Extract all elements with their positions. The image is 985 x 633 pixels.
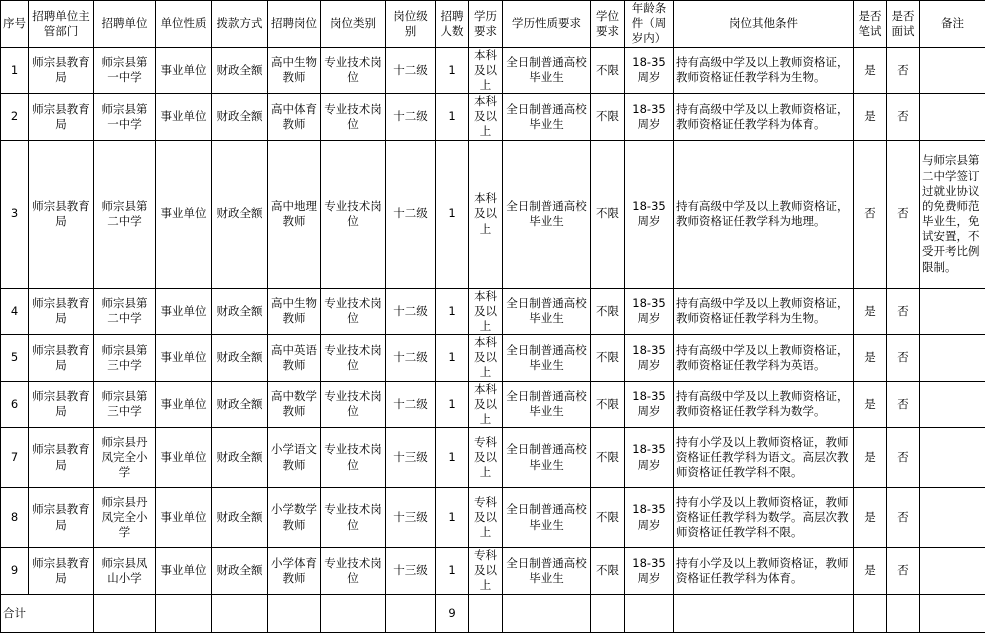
cell-post: 高中地理教师 [268,140,321,288]
cell-remark [920,288,985,335]
cell-degree: 不限 [591,140,625,288]
cell-level: 十二级 [386,140,436,288]
cell-edu: 本科及以上 [469,381,503,428]
cell-written: 否 [854,140,887,288]
cell-unit: 师宗县第二中学 [94,140,156,288]
cell-dept: 师宗县教育局 [29,47,94,94]
empty-cell [503,594,591,632]
cell-count: 1 [436,47,469,94]
cell-nature: 事业单位 [156,288,212,335]
empty-cell [212,594,268,632]
empty-cell [887,594,920,632]
cell-other: 持有高级中学及以上教师资格证，教师资格证任教学科为生物。 [674,288,854,335]
cell-fund: 财政全额 [212,47,268,94]
cell-edu: 本科及以上 [469,47,503,94]
cell-level: 十三级 [386,488,436,548]
col-header-dept: 招聘单位主管部门 [29,1,94,48]
cell-dept: 师宗县教育局 [29,488,94,548]
cell-nature: 事业单位 [156,94,212,141]
cell-no: 8 [1,488,29,548]
cell-edu: 本科及以上 [469,140,503,288]
cell-degree: 不限 [591,47,625,94]
cell-written: 是 [854,381,887,428]
cell-fund: 财政全额 [212,94,268,141]
cell-nature: 事业单位 [156,140,212,288]
cell-fund: 财政全额 [212,428,268,488]
cell-interview: 否 [887,94,920,141]
cell-other: 持有高级中学及以上教师资格证，教师资格证任教学科为体育。 [674,94,854,141]
cell-no: 4 [1,288,29,335]
col-header-edu-type: 学历性质要求 [503,1,591,48]
cell-other: 持有小学及以上教师资格证，教师资格证任教学科为语文。高层次教师资格证任教学科不限。 [674,428,854,488]
cell-category: 专业技术岗位 [321,335,386,382]
cell-edu: 专科及以上 [469,488,503,548]
cell-level: 十二级 [386,335,436,382]
cell-other: 持有小学及以上教师资格证，教师资格证任教学科为数学。高层次教师资格证任教学科不限。 [674,488,854,548]
cell-age: 18-35周岁 [625,288,674,335]
cell-dept: 师宗县教育局 [29,94,94,141]
empty-cell [321,594,386,632]
table-row [1,548,985,595]
cell-post: 小学体育教师 [268,548,321,595]
cell-post: 小学数学教师 [268,488,321,548]
cell-edu: 专科及以上 [469,428,503,488]
cell-level: 十二级 [386,288,436,335]
cell-edu-type: 全日制普通高校毕业生 [503,548,591,595]
cell-nature: 事业单位 [156,428,212,488]
cell-dept: 师宗县教育局 [29,381,94,428]
cell-fund: 财政全额 [212,140,268,288]
cell-nature: 事业单位 [156,47,212,94]
cell-nature: 事业单位 [156,548,212,595]
cell-age: 18-35周岁 [625,428,674,488]
cell-remark [920,381,985,428]
cell-level: 十二级 [386,47,436,94]
cell-edu: 专科及以上 [469,548,503,595]
col-header-written: 是否笔试 [854,1,887,48]
cell-category: 专业技术岗位 [321,47,386,94]
cell-fund: 财政全额 [212,488,268,548]
cell-level: 十三级 [386,548,436,595]
table-row [1,335,985,382]
cell-category: 专业技术岗位 [321,94,386,141]
cell-degree: 不限 [591,488,625,548]
cell-post: 高中数学教师 [268,381,321,428]
cell-unit: 师宗县第一中学 [94,94,156,141]
cell-edu-type: 全日制普通高校毕业生 [503,140,591,288]
cell-age: 18-35周岁 [625,488,674,548]
cell-other: 持有高级中学及以上教师资格证，教师资格证任教学科为英语。 [674,335,854,382]
cell-remark [920,488,985,548]
cell-interview: 否 [887,288,920,335]
cell-fund: 财政全额 [212,381,268,428]
empty-cell [268,594,321,632]
cell-category: 专业技术岗位 [321,428,386,488]
cell-interview: 否 [887,548,920,595]
cell-category: 专业技术岗位 [321,548,386,595]
cell-other: 持有小学及以上教师资格证，教师资格证任教学科为体育。 [674,548,854,595]
empty-cell [386,594,436,632]
cell-unit: 师宗县第二中学 [94,288,156,335]
cell-fund: 财政全额 [212,288,268,335]
cell-remark [920,548,985,595]
cell-remark [920,94,985,141]
col-header-nature: 单位性质 [156,1,212,48]
cell-no: 7 [1,428,29,488]
cell-post: 高中英语教师 [268,335,321,382]
cell-remark [920,428,985,488]
cell-no: 5 [1,335,29,382]
cell-edu-type: 全日制普通高校毕业生 [503,488,591,548]
cell-count: 1 [436,488,469,548]
table-row [1,428,985,488]
col-header-age: 年龄条件（周岁内） [625,1,674,48]
cell-degree: 不限 [591,335,625,382]
col-header-fund: 拨款方式 [212,1,268,48]
cell-edu-type: 全日制普通高校毕业生 [503,288,591,335]
cell-edu-type: 全日制普通高校毕业生 [503,94,591,141]
table-row [1,488,985,548]
cell-edu-type: 全日制普通高校毕业生 [503,428,591,488]
cell-age: 18-35周岁 [625,381,674,428]
empty-cell [156,594,212,632]
cell-post: 高中生物教师 [268,288,321,335]
cell-written: 是 [854,288,887,335]
cell-fund: 财政全额 [212,548,268,595]
cell-dept: 师宗县教育局 [29,548,94,595]
cell-interview: 否 [887,335,920,382]
cell-dept: 师宗县教育局 [29,288,94,335]
cell-count: 1 [436,335,469,382]
cell-category: 专业技术岗位 [321,488,386,548]
empty-cell [625,594,674,632]
col-header-degree: 学位要求 [591,1,625,48]
cell-nature: 事业单位 [156,381,212,428]
table-row [1,381,985,428]
empty-cell [94,594,156,632]
cell-nature: 事业单位 [156,488,212,548]
cell-count: 1 [436,548,469,595]
cell-degree: 不限 [591,381,625,428]
cell-written: 是 [854,47,887,94]
cell-age: 18-35周岁 [625,548,674,595]
cell-written: 是 [854,94,887,141]
cell-level: 十二级 [386,381,436,428]
cell-interview: 否 [887,140,920,288]
cell-written: 是 [854,548,887,595]
total-count: 9 [436,594,469,632]
cell-unit: 师宗县丹凤完全小学 [94,428,156,488]
cell-edu: 本科及以上 [469,288,503,335]
header-row [1,1,985,48]
cell-no: 3 [1,140,29,288]
cell-degree: 不限 [591,548,625,595]
cell-post: 高中体育教师 [268,94,321,141]
cell-category: 专业技术岗位 [321,288,386,335]
cell-count: 1 [436,288,469,335]
cell-level: 十二级 [386,94,436,141]
cell-dept: 师宗县教育局 [29,335,94,382]
empty-cell [469,594,503,632]
col-header-unit: 招聘单位 [94,1,156,48]
cell-no: 9 [1,548,29,595]
cell-no: 6 [1,381,29,428]
cell-degree: 不限 [591,288,625,335]
cell-unit: 师宗县丹凤完全小学 [94,488,156,548]
cell-count: 1 [436,140,469,288]
cell-dept: 师宗县教育局 [29,428,94,488]
empty-cell [591,594,625,632]
cell-no: 1 [1,47,29,94]
empty-cell [854,594,887,632]
cell-count: 1 [436,428,469,488]
col-header-post: 招聘岗位 [268,1,321,48]
cell-edu-type: 全日制普通高校毕业生 [503,335,591,382]
table-row [1,140,985,288]
cell-nature: 事业单位 [156,335,212,382]
cell-count: 1 [436,94,469,141]
cell-post: 小学语文教师 [268,428,321,488]
col-header-interview: 是否面试 [887,1,920,48]
total-label: 合计 [1,594,94,632]
cell-category: 专业技术岗位 [321,140,386,288]
cell-edu-type: 全日制普通高校毕业生 [503,381,591,428]
cell-age: 18-35周岁 [625,47,674,94]
cell-interview: 否 [887,428,920,488]
table-row [1,288,985,335]
col-header-remark: 备注 [920,1,985,48]
table-row [1,94,985,141]
empty-cell [920,594,985,632]
col-header-level: 岗位级别 [386,1,436,48]
total-row [1,594,985,632]
cell-remark: 与师宗县第二中学签订过就业协议的免费师范毕业生，免试安置，不受开考比例限制。 [920,140,985,288]
cell-other: 持有高级中学及以上教师资格证，教师资格证任教学科为生物。 [674,47,854,94]
cell-degree: 不限 [591,94,625,141]
cell-edu-type: 全日制普通高校毕业生 [503,47,591,94]
cell-degree: 不限 [591,428,625,488]
cell-age: 18-35周岁 [625,335,674,382]
col-header-other: 岗位其他条件 [674,1,854,48]
cell-age: 18-35周岁 [625,94,674,141]
cell-remark [920,47,985,94]
cell-no: 2 [1,94,29,141]
cell-other: 持有高级中学及以上教师资格证，教师资格证任教学科为数学。 [674,381,854,428]
col-header-category: 岗位类别 [321,1,386,48]
cell-level: 十三级 [386,428,436,488]
cell-other: 持有高级中学及以上教师资格证，教师资格证任教学科为地理。 [674,140,854,288]
col-header-edu: 学历要求 [469,1,503,48]
cell-written: 是 [854,428,887,488]
cell-category: 专业技术岗位 [321,381,386,428]
cell-post: 高中生物教师 [268,47,321,94]
cell-count: 1 [436,381,469,428]
col-header-count: 招聘人数 [436,1,469,48]
cell-dept: 师宗县教育局 [29,140,94,288]
cell-written: 是 [854,335,887,382]
cell-remark [920,335,985,382]
cell-interview: 否 [887,47,920,94]
cell-edu: 本科及以上 [469,94,503,141]
cell-interview: 否 [887,488,920,548]
cell-interview: 否 [887,381,920,428]
col-header-no: 序号 [1,1,29,48]
cell-unit: 师宗县第三中学 [94,335,156,382]
cell-fund: 财政全额 [212,335,268,382]
cell-unit: 师宗县第三中学 [94,381,156,428]
table-row [1,47,985,94]
cell-unit: 师宗县凤山小学 [94,548,156,595]
cell-unit: 师宗县第一中学 [94,47,156,94]
cell-written: 是 [854,488,887,548]
empty-cell [674,594,854,632]
cell-edu: 本科及以上 [469,335,503,382]
cell-age: 18-35周岁 [625,140,674,288]
